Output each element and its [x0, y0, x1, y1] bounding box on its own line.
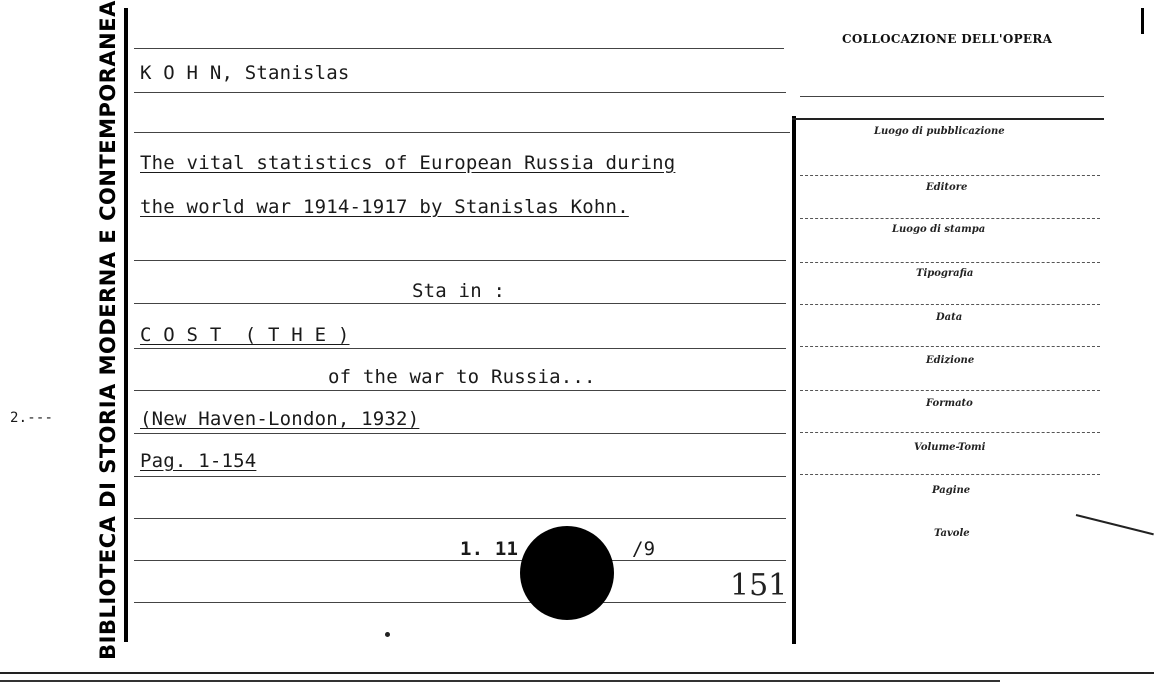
- handwritten-number: 151: [730, 568, 788, 603]
- rule-line: [134, 518, 786, 519]
- margin-mark: 2.---: [10, 410, 54, 426]
- title-line-2: the world war 1914-1917 by Stanislas Kohn.: [140, 196, 629, 218]
- shelf-mark: 1. 11: [460, 538, 519, 560]
- field-tavole: Tavole: [934, 528, 970, 539]
- right-rule: [800, 474, 1100, 475]
- field-edizione: Edizione: [926, 355, 975, 366]
- shelf-mark-suffix: /9: [632, 538, 656, 560]
- field-luogo-stampa: Luogo di stampa: [892, 224, 986, 235]
- publication: (New Haven-London, 1932): [140, 408, 420, 430]
- field-luogo-pubblicazione: Luogo di pubblicazione: [874, 126, 1005, 137]
- right-rule: [800, 304, 1100, 305]
- rule-line: [134, 92, 786, 93]
- field-volume-tomi: Volume-Tomi: [914, 442, 986, 453]
- right-rule: [800, 262, 1100, 263]
- stray-mark: [1076, 514, 1154, 535]
- field-pagine: Pagine: [932, 485, 971, 496]
- right-rule: [800, 346, 1100, 347]
- rule-line: [134, 433, 786, 434]
- field-formato: Formato: [926, 398, 973, 409]
- rule-line: [134, 303, 786, 304]
- rule-line: [134, 602, 786, 603]
- main-vertical-rule: [124, 8, 128, 642]
- field-tipografia: Tipografia: [916, 268, 974, 279]
- author: K O H N, Stanislas: [140, 62, 350, 84]
- rule-line: [134, 48, 784, 49]
- series-title: C O S T ( T H E ): [140, 324, 350, 346]
- right-edge-mark: [1141, 8, 1144, 34]
- bottom-edge: [0, 680, 1000, 682]
- field-data: Data: [936, 312, 963, 323]
- rule-line: [134, 260, 786, 261]
- right-rule: [800, 218, 1100, 219]
- rule-line: [134, 560, 786, 561]
- series-subtitle: of the war to Russia...: [328, 366, 596, 388]
- rule-line: [134, 348, 786, 349]
- rule-line: [134, 132, 790, 133]
- right-rule: [800, 175, 1100, 176]
- right-rule: [800, 96, 1104, 97]
- library-name: BIBLIOTECA DI STORIA MODERNA E CONTEMPORANEA: [96, 0, 120, 660]
- right-rule: [800, 432, 1100, 433]
- punch-dot: [385, 632, 390, 637]
- ink-stamp: [520, 526, 614, 620]
- right-rule: [800, 390, 1100, 391]
- pages: Pag. 1-154: [140, 450, 257, 472]
- sta-in: Sta in :: [412, 280, 506, 302]
- rule-line: [134, 390, 786, 391]
- title-line-1: The vital statistics of European Russia during: [140, 152, 676, 174]
- field-editore: Editore: [926, 182, 968, 193]
- rule-line: [134, 476, 786, 477]
- right-rule: [792, 118, 1104, 120]
- right-panel-rule: [792, 116, 796, 644]
- collocazione-header: COLLOCAZIONE DELL'OPERA: [842, 32, 1053, 46]
- bottom-edge: [0, 672, 1154, 674]
